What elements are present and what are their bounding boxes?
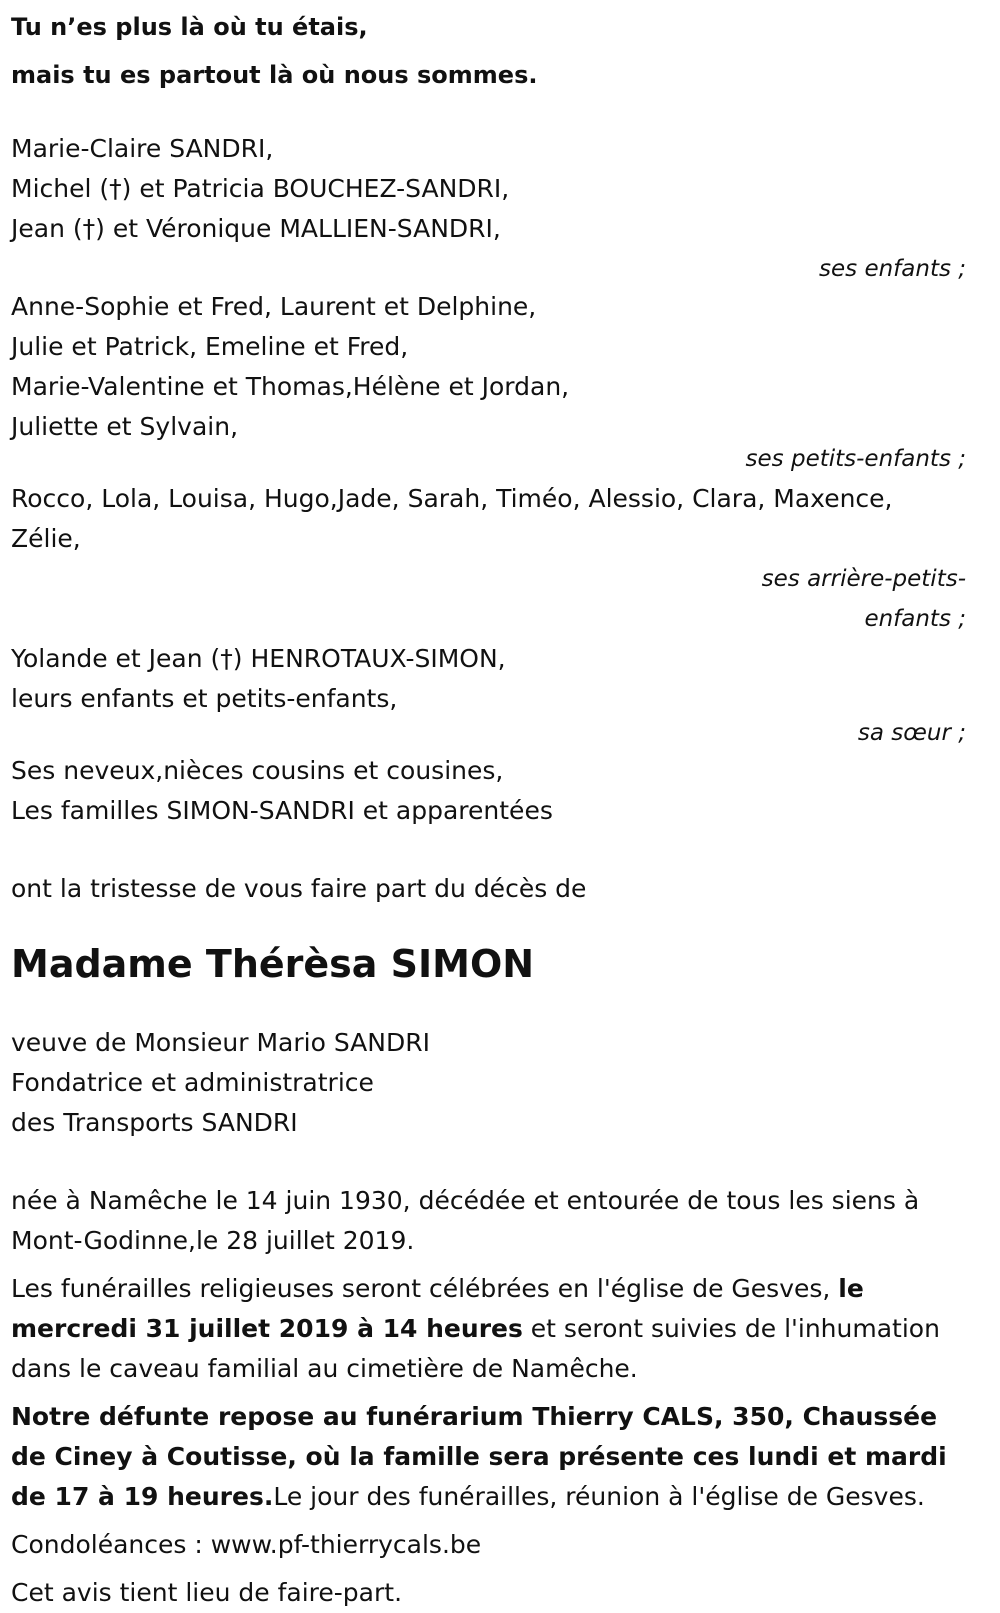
relation-label: enfants ; bbox=[864, 606, 966, 632]
details-block bbox=[11, 1023, 970, 1143]
others-block bbox=[11, 751, 970, 831]
obituary-notice bbox=[0, 3, 1000, 1613]
epigraph-line: mais tu es partout là où nous sommes. bbox=[11, 61, 538, 89]
repose-text bbox=[11, 1397, 970, 1517]
epigraph bbox=[11, 3, 970, 99]
family-line: Marie-Claire SANDRI, bbox=[11, 134, 274, 163]
funeral-text bbox=[11, 1269, 970, 1389]
family-line: Ses neveux,nièces cousins et cousines, bbox=[11, 756, 504, 785]
great-grandchildren-block bbox=[11, 479, 970, 639]
funeral-date: le mercredi 31 juillet 2019 à 14 heures bbox=[11, 1274, 864, 1343]
deceased-name: Madame Thérèsa SIMON bbox=[11, 942, 535, 986]
relation-label: ses enfants ; bbox=[819, 256, 966, 282]
family-line: Les familles SIMON-SANDRI et apparentées bbox=[11, 796, 553, 825]
family-line: Marie-Valentine et Thomas,Hélène et Jordan, bbox=[11, 372, 570, 401]
family-line: leurs enfants et petits-enfants, bbox=[11, 684, 398, 713]
relation-label: ses petits-enfants ; bbox=[745, 446, 966, 472]
relation-label: sa sœur ; bbox=[857, 720, 966, 746]
family-line: Zélie, bbox=[11, 524, 81, 553]
family-line: Michel (†) et Patricia BOUCHEZ-SANDRI, bbox=[11, 174, 510, 203]
family-line: Anne-Sophie et Fred, Laurent et Delphine, bbox=[11, 292, 537, 321]
announcement: ont la tristesse de vous faire part du décès de bbox=[11, 874, 587, 903]
sister-block bbox=[11, 639, 970, 753]
grandchildren-block bbox=[11, 287, 970, 479]
children-block bbox=[11, 129, 970, 289]
family-line: Julie et Patrick, Emeline et Fred, bbox=[11, 332, 409, 361]
detail-line: des Transports SANDRI bbox=[11, 1108, 298, 1137]
detail-line: veuve de Monsieur Mario SANDRI bbox=[11, 1028, 430, 1057]
family-line: Jean (†) et Véronique MALLIEN-SANDRI, bbox=[11, 214, 501, 243]
condolences: Condoléances : www.pf-thierrycals.be bbox=[11, 1530, 482, 1559]
funeral-text-end: et seront suivies de l'inhumation dans le caveau familial au cimetière de Namêche. bbox=[11, 1314, 940, 1383]
footer-note: Cet avis tient lieu de faire-part. bbox=[11, 1578, 403, 1607]
relation-label: ses arrière-petits- bbox=[761, 566, 966, 592]
family-line: Yolande et Jean (†) HENROTAUX-SIMON, bbox=[11, 644, 506, 673]
detail-line: Fondatrice et administratrice bbox=[11, 1068, 374, 1097]
family-line: Rocco, Lola, Louisa, Hugo,Jade, Sarah, Timéo, Alessio, Clara, Maxence, bbox=[11, 484, 893, 513]
epigraph-line: Tu n’es plus là où tu étais, bbox=[11, 13, 368, 41]
birth-death-text: née à Namêche le 14 juin 1930, décédée et entourée de tous les siens à Mont-Godinne,le 28 juillet 2019. bbox=[11, 1186, 920, 1255]
repose-reunion: Le jour des funérailles, réunion à l'église de Gesves. bbox=[273, 1482, 925, 1511]
repose-location: Notre défunte repose au funérarium Thierry CALS, 350, Chaussée de Ciney à Coutisse, où la famille sera présente ces lundi et mardi de 17 à 19 heures. bbox=[11, 1402, 947, 1511]
family-line: Juliette et Sylvain, bbox=[11, 412, 239, 441]
funeral-text-start: Les funérailles religieuses seront célébrées en l'église de Gesves, bbox=[11, 1274, 839, 1303]
